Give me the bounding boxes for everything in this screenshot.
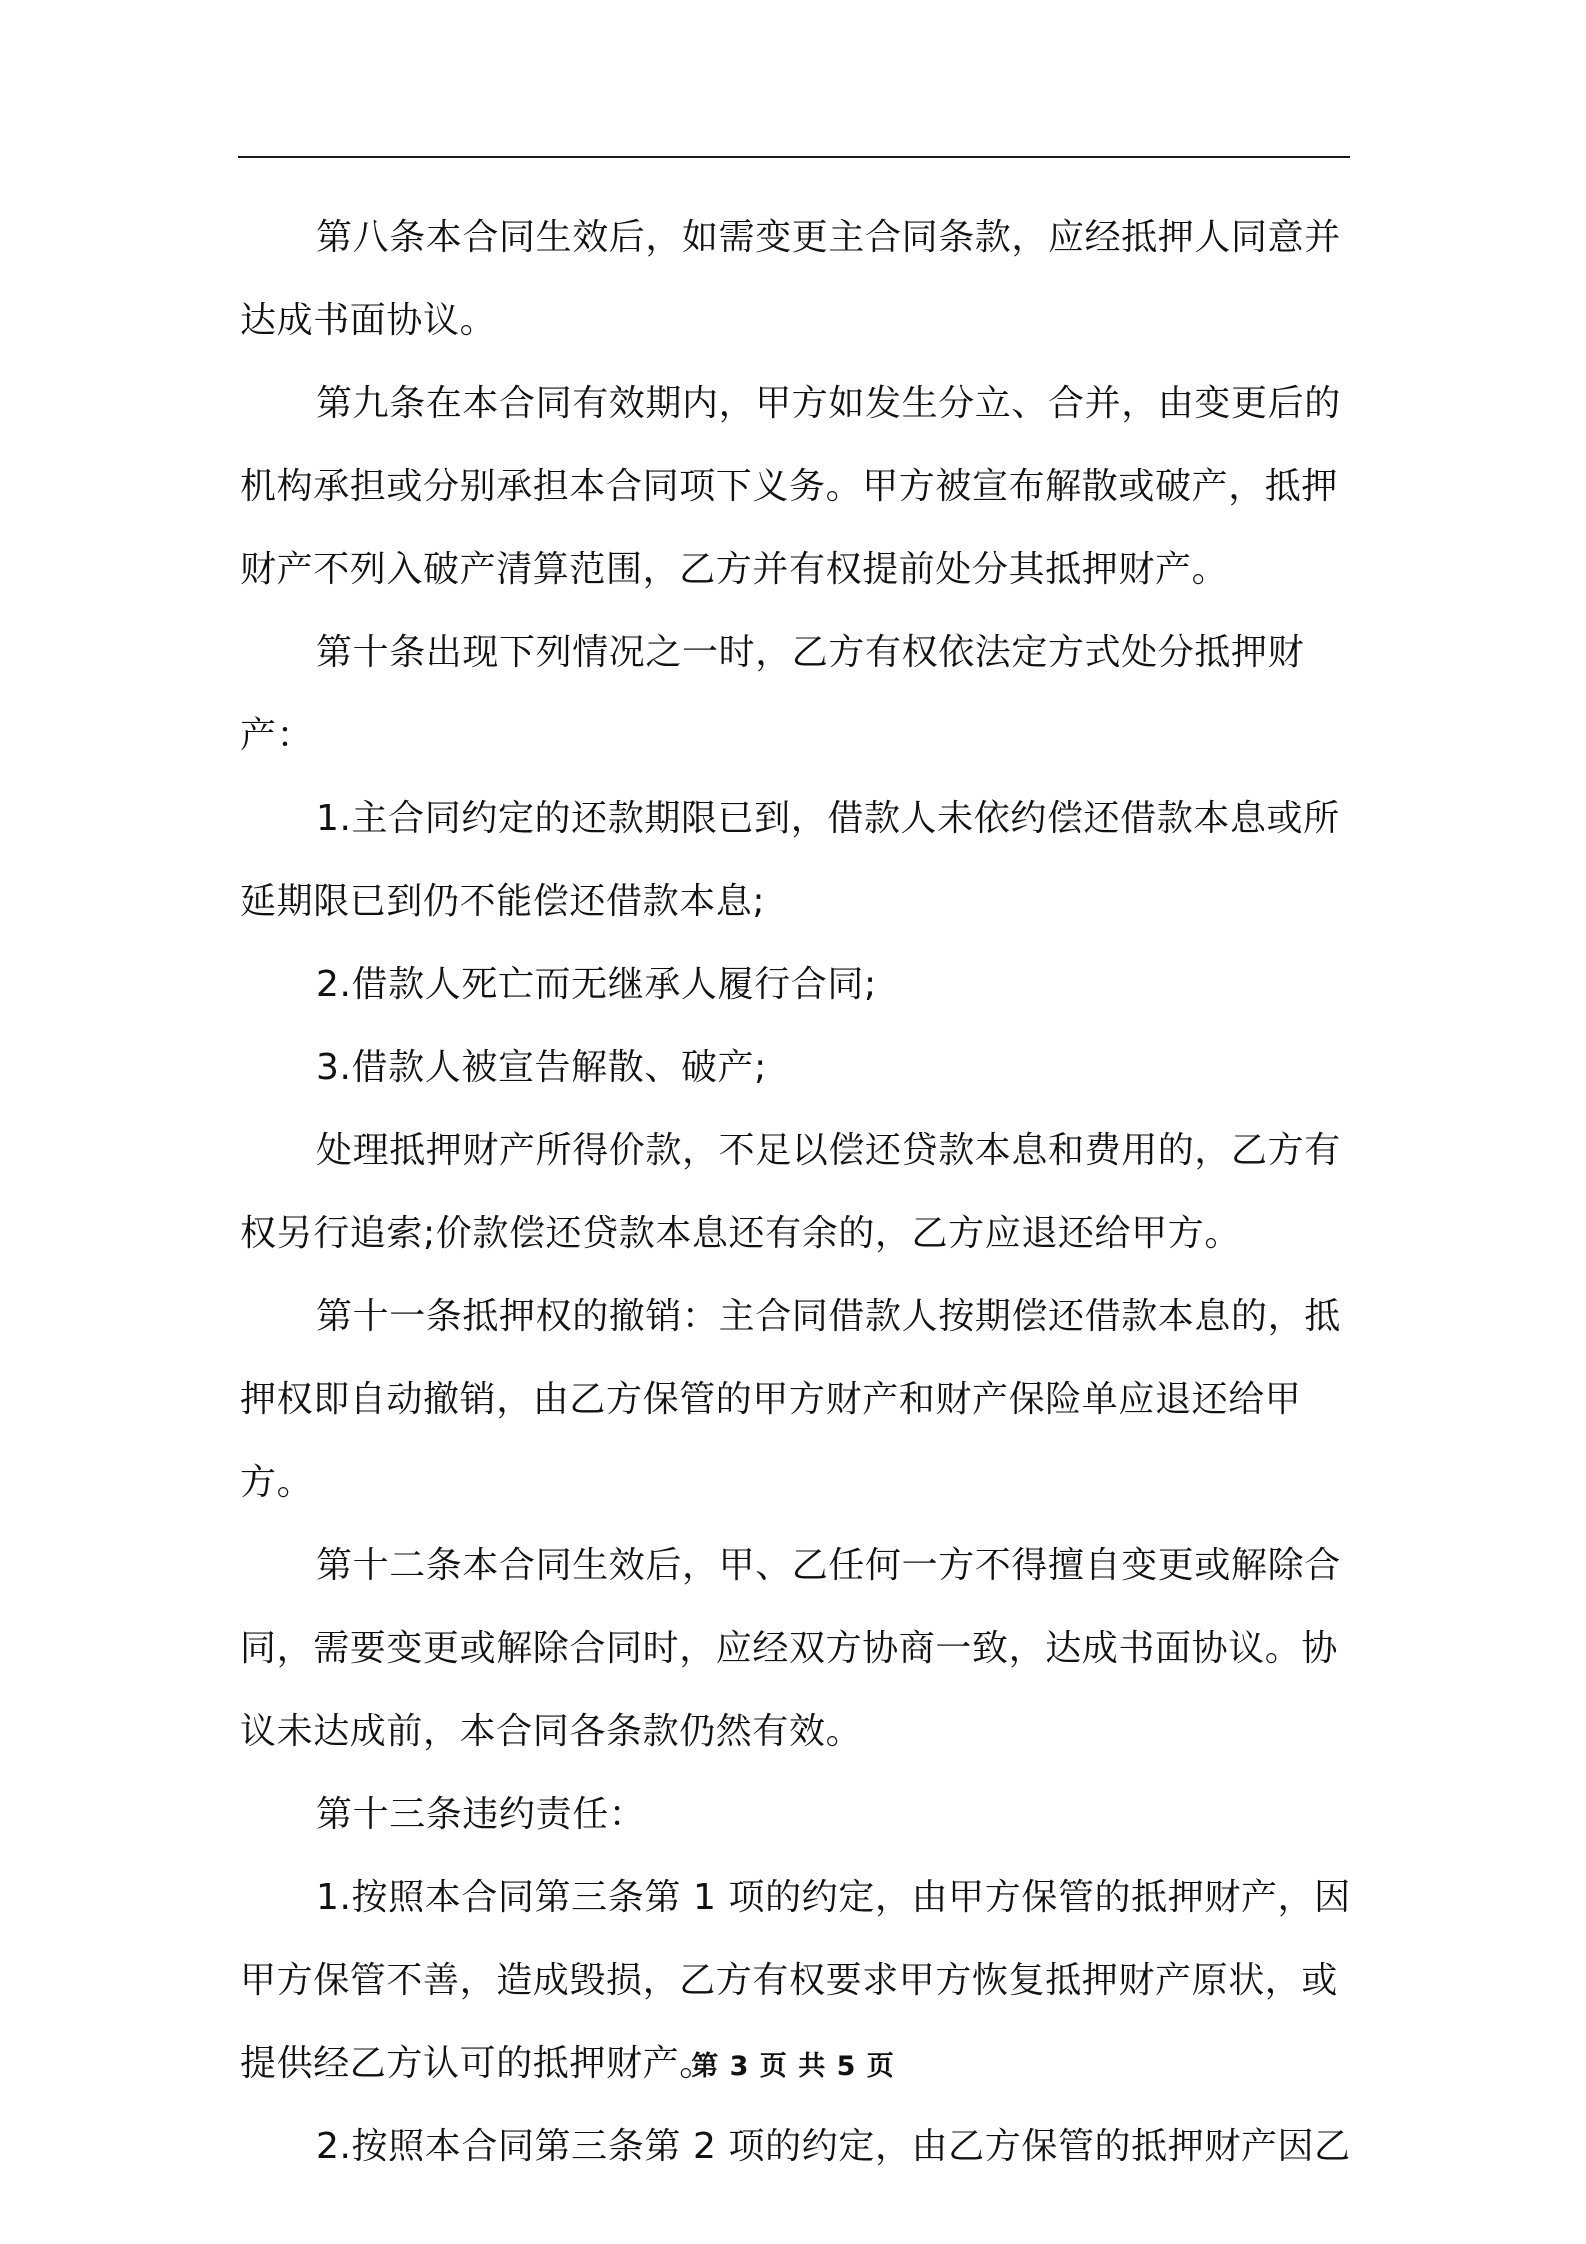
article-8: 第八条本合同生效后，如需变更主合同条款，应经抵押人同意并达成书面协议。 [240,217,1341,341]
article-9: 第九条在本合同有效期内，甲方如发生分立、合并，由变更后的机构承担或分别承担本合同项下义务。甲方被宣布解散或破产，抵押财产不列入破产清算范围，乙方并有权提前处分其抵押财产。 [240,383,1341,590]
article-13-item-1: 1.按照本合同第三条第 1 项的约定，由甲方保管的抵押财产，因甲方保管不善，造成毁损，乙方有权要求甲方恢复抵押财产原状，或提供经乙方认可的抵押财产。 [240,1877,1351,2084]
article-13: 第十三条违约责任： [316,1794,646,1835]
article-10-item-2: 2.借款人死亡而无继承人履行合同; [316,964,877,1005]
contract-body [240,196,1360,2188]
article-10: 第十条出现下列情况之一时，乙方有权依法定方式处分抵押财产： [240,632,1305,756]
proceeds-handling: 处理抵押财产所得价款，不足以偿还贷款本息和费用的，乙方有权另行追索;价款偿还贷款本息还有余的，乙方应退还给甲方。 [240,1130,1341,1254]
article-10-item-1: 1.主合同约定的还款期限已到，借款人未依约偿还借款本息或所延期限已到仍不能偿还借款本息; [240,798,1340,922]
article-10-item-3: 3.借款人被宣告解散、破产; [316,1047,767,1088]
article-13-item-2: 2.按照本合同第三条第 2 项的约定，由乙方保管的抵押财产因乙 [316,2126,1351,2167]
article-11: 第十一条抵押权的撤销：主合同借款人按期偿还借款本息的，抵押权即自动撤销，由乙方保管的甲方财产和财产保险单应退还给甲方。 [240,1296,1341,1503]
article-12: 第十二条本合同生效后，甲、乙任何一方不得擅自变更或解除合同，需要变更或解除合同时，应经双方协商一致，达成书面协议。协议未达成前，本合同各条款仍然有效。 [240,1545,1341,1752]
header-rule [238,156,1350,158]
page-number: 第 3 页 共 5 页 [691,2051,895,2082]
